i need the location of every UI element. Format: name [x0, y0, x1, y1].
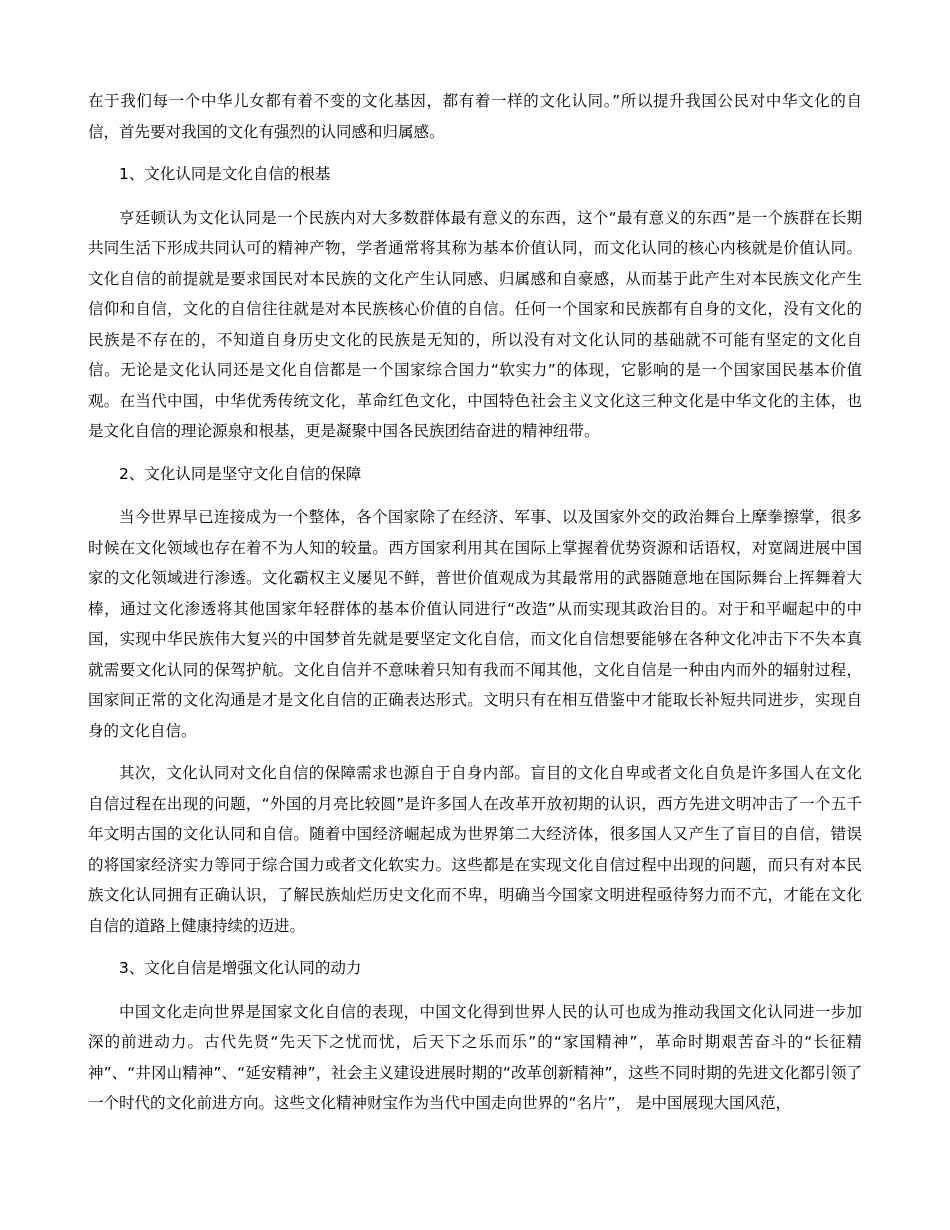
section-heading-1: 1、文化认同是文化自信的根基 — [119, 165, 331, 183]
paragraph-continuation: 在于我们每一个中华儿女都有着不变的文化基因，都有着一样的文化认同。”所以提升我国公民对中华文化的自信，首先要对我国的文化有强烈的认同感和归属感。 — [88, 92, 862, 141]
section-heading-2: 2、文化认同是坚守文化自信的保障 — [119, 464, 362, 483]
paragraph-secondly: 其次，文化认同对文化自信的保障需求也源自于自身内部。盲目的文化自卑或者文化自负是许多国人在文化自信过程在出现的问题，“外国的月亮比较圆”是许多国人在改革开放初期的认识，西方先进文明冲击了一个五千年文明古国的文化认同和自信。随着中国经济崛起成为世界第二大经济体，很多国人又产生了盲目的自信，错误的将国家经济实力等同于综合国力或者文化软实力。这些都是在实现文化自信过程中出现的问题，而只有对本民族文化认同拥有正确认识，了解民族灿烂历史文化而不卑，明确当今国家文明进程亟待努力而不亢，才能在文化自信的道路上健康持续的迈进。 — [88, 764, 862, 935]
paragraph-world-connected: 当今世界早已连接成为一个整体，各个国家除了在经济、军事、以及国家外交的政治舞台上摩拳擦掌，很多时候在文化领域也存在着不为人知的较量。西方国家利用其在国际上掌握着优势资源和话语权，对宽阔进展中国家的文化领域进行渗透。文化霸权主义屡见不鲜，普世价值观成为其最常用的武器随意地在国际舞台上挥舞着大棒，通过文化渗透将其他国家年轻群体的基本价值认同进行“改造”从而实现其政治目的。对于和平崛起中的中国，实现中华民族伟大复兴的中国梦首先就是要坚定文化自信，而文化自信想要能够在各种文化冲击下不失本真就需要文化认同的保驾护航。文化自信并不意味着只知有我而不闻其他，文化自信是一种由内而外的辐射过程，国家间正常的文化沟通是才是文化自信的正确表达形式。文明只有在相互借鉴中才能取长补短共同进步，实现自身的文化自信。 — [88, 508, 862, 740]
section-heading-3: 3、文化自信是增强文化认同的动力 — [119, 959, 362, 977]
paragraph-cultural-identity-root: 亨廷顿认为文化认同是一个民族内对大多数群体最有意义的东西，这个“最有意义的东西”是一个族群在长期共同生活下形成共同认可的精神产物，学者通常将其称为基本价值认同，而文化认同的核心内核就是价值认同。文化自信的前提就是要求国民对本民族的文化产生认同感、归属感和自豪感，从而基于此产生对本民族文化产生信仰和自信，文化的自信往往就是对本民族核心价值的自信。任何一个国家和民族都有自身的文化，没有文化的民族是不存在的，不知道自身历史文化的民族是无知的，所以没有对文化认同的基础就不可能有坚定的文化自信。无论是文化认同还是文化自信都是一个国家综合国力“软实力”的体现，它影响的是一个国家国民基本价值观。在当代中国，中华优秀传统文化，革命红色文化，中国特色社会主义文化这三种文化是中华文化的主体，也是文化自信的理论源泉和根基，更是凝聚中国各民族团结奋进的精神纽带。 — [88, 208, 862, 440]
paragraph-chinese-culture-world: 中国文化走向世界是国家文化自信的表现，中国文化得到世界人民的认可也成为推动我国文化认同进一步加深的前进动力。古代先贤“先天下之忧而忧，后天下之乐而乐”的“家国精神”，革命时期艰苦奋斗的“长征精神”、“井冈山精神”、“延安精神”，社会主义建设进展时期的“改革创新精神”，这些不同时期的先进文化都引领了一个时代的文化前进方向。这些文化精神财宝作为当代中国走向世界的“名片”， 是中国展现大国风范， — [88, 1002, 862, 1112]
